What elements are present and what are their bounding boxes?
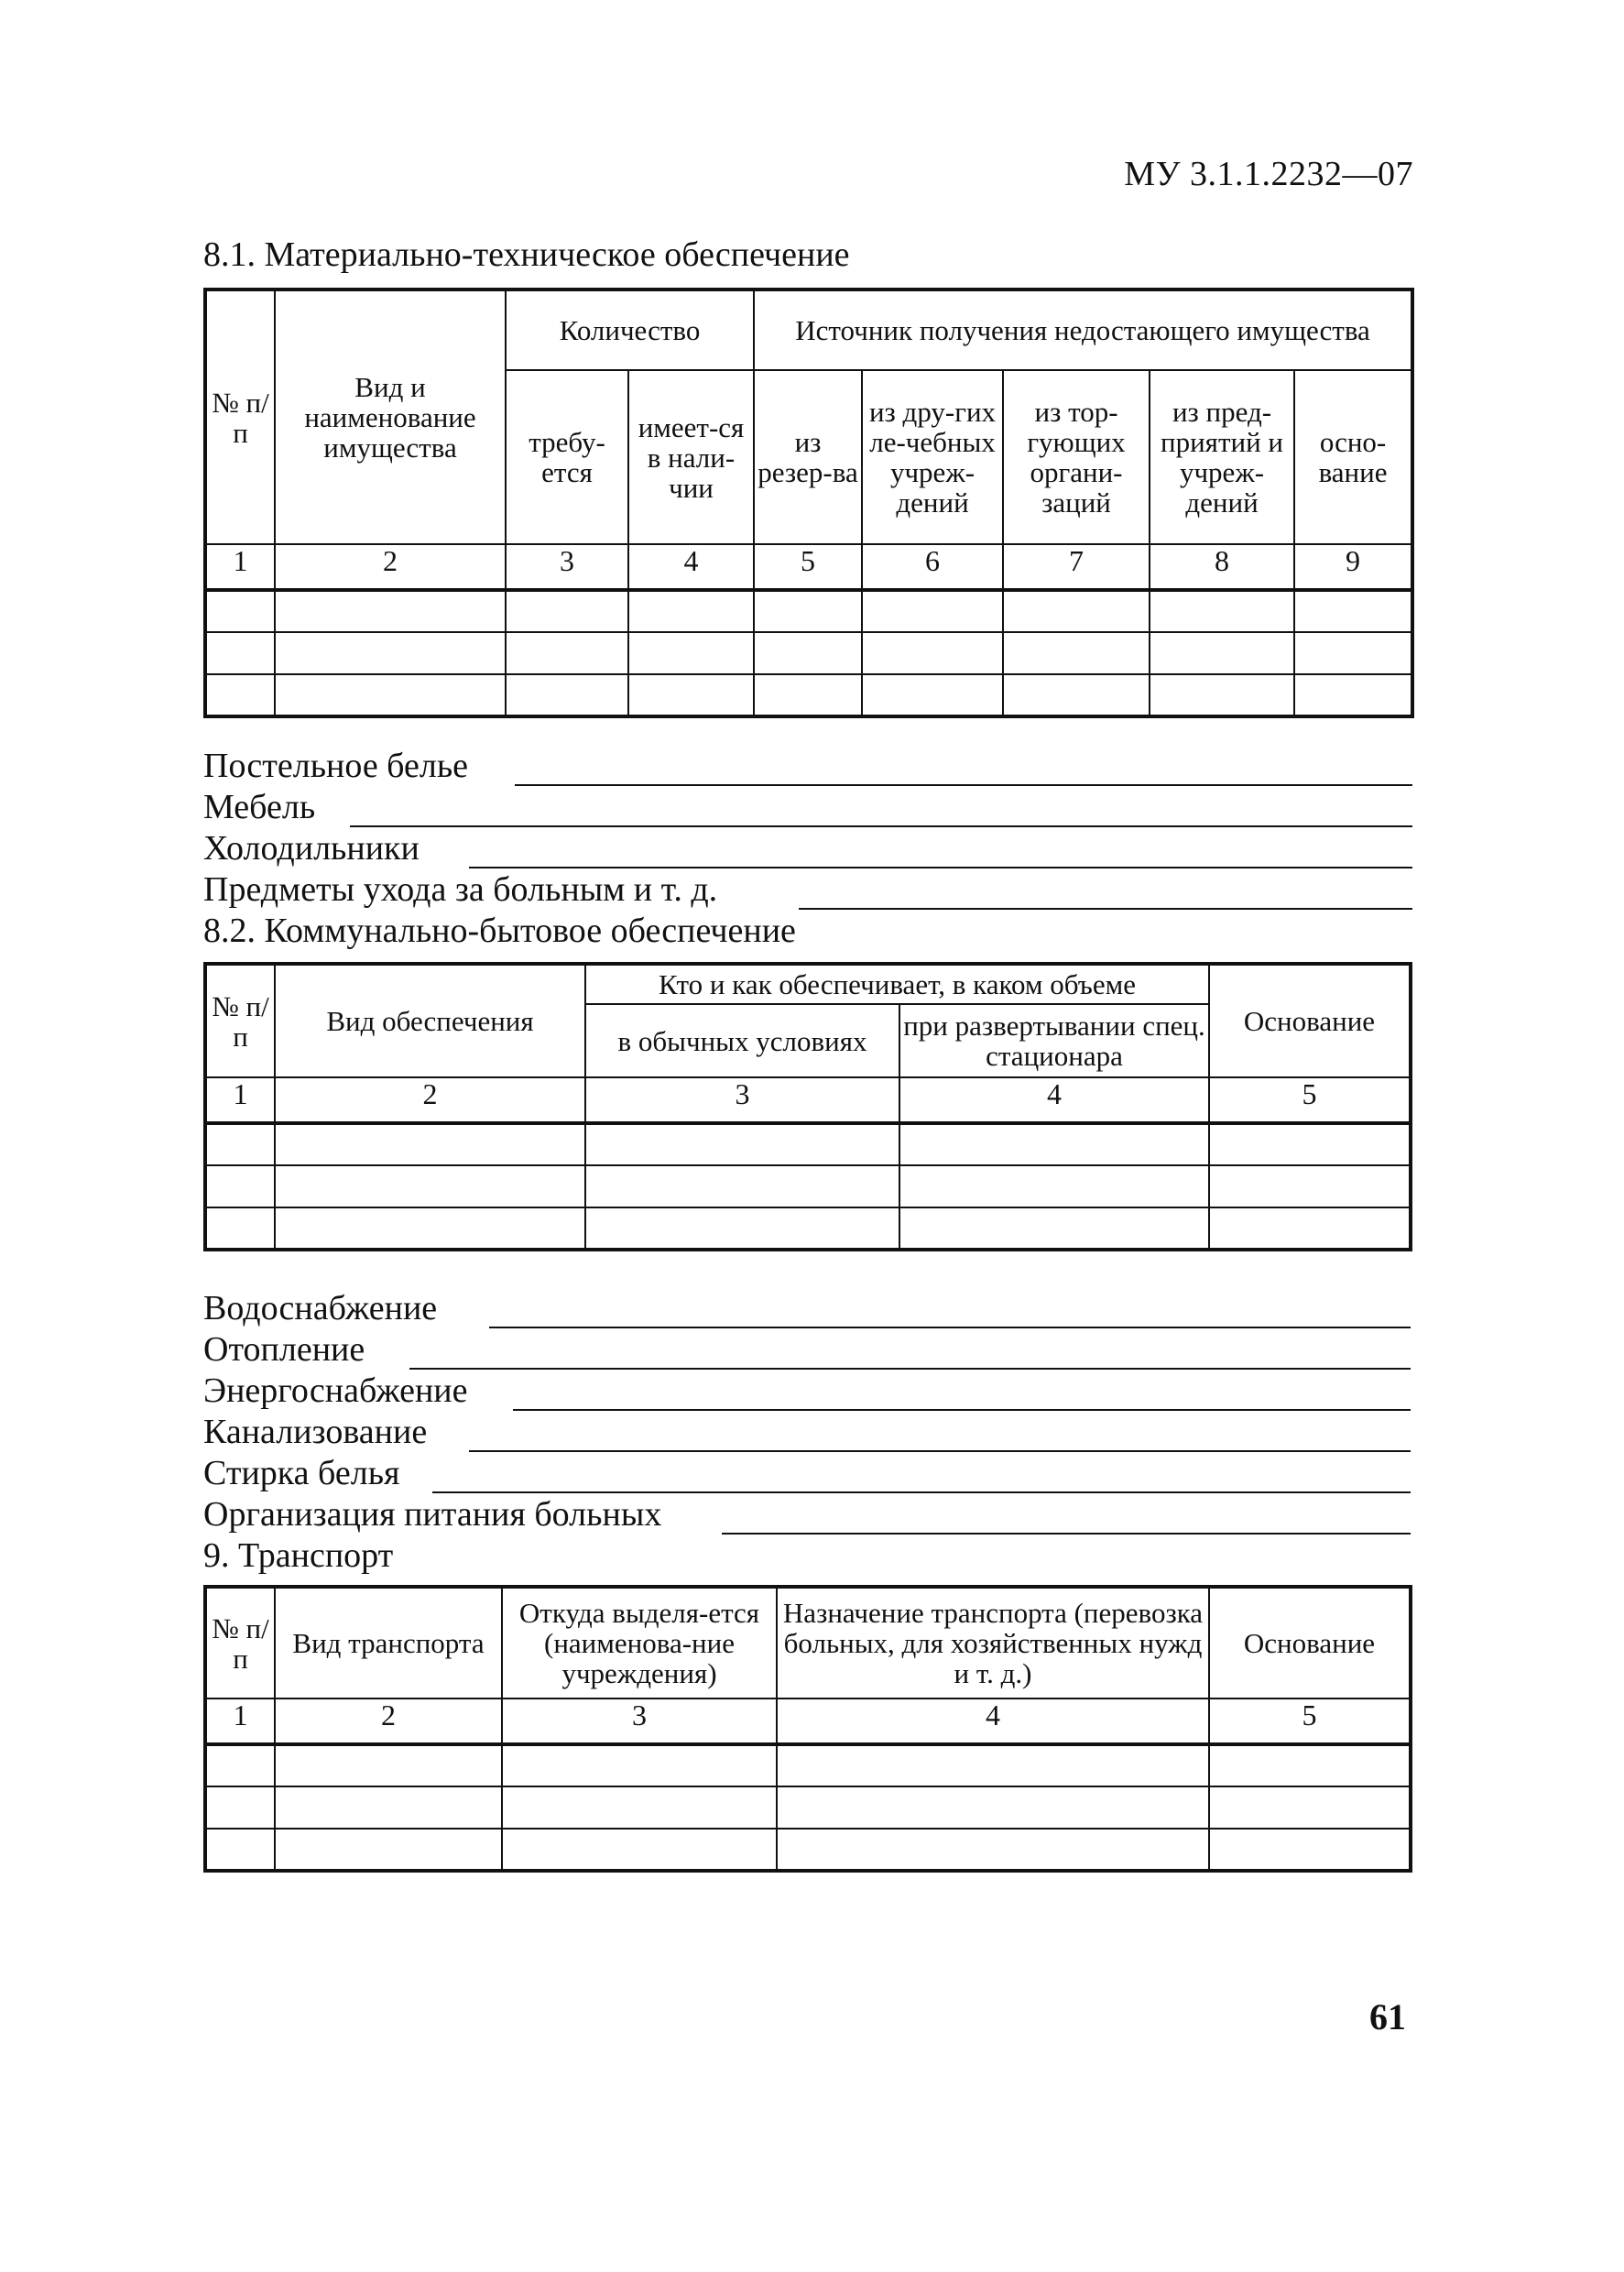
header-type: Вид обеспечения	[275, 964, 585, 1077]
fill-label: Отопление	[203, 1330, 365, 1369]
header-basis: Основание	[1209, 1587, 1411, 1699]
fill-line-heating	[203, 1329, 365, 1370]
header-required: требу-ется	[506, 370, 628, 544]
fill-rule	[515, 784, 1412, 786]
column-number: 7	[1003, 544, 1150, 590]
column-number: 4	[628, 544, 754, 590]
fill-line-furniture	[203, 787, 315, 827]
fill-line-water	[203, 1288, 437, 1328]
table-row	[205, 1123, 1411, 1165]
fill-rule	[489, 1327, 1411, 1328]
header-reserve: из резер-ва	[754, 370, 862, 544]
fill-rule	[432, 1491, 1411, 1493]
column-number: 6	[862, 544, 1003, 590]
transport-table	[203, 1585, 1412, 1873]
section-8-2-title: 8.2. Коммунально-бытовое обеспечение	[203, 912, 796, 950]
table-row	[205, 1786, 1411, 1829]
column-number: 5	[754, 544, 862, 590]
column-number: 1	[205, 544, 275, 590]
column-number: 3	[585, 1077, 899, 1123]
column-number: 8	[1150, 544, 1294, 590]
fill-line-refrigerators	[203, 828, 420, 868]
column-number: 2	[275, 544, 506, 590]
column-number: 4	[777, 1699, 1209, 1744]
fill-rule	[350, 825, 1412, 827]
header-source: Источник получения недостающего имущества	[754, 289, 1412, 370]
table-row	[205, 590, 1412, 632]
column-number: 4	[899, 1077, 1209, 1123]
column-number: 3	[502, 1699, 777, 1744]
fill-line-power	[203, 1371, 468, 1411]
fill-label: Предметы ухода за больным и т. д.	[203, 870, 718, 909]
column-number-row	[205, 544, 1412, 590]
table-row	[205, 1207, 1411, 1250]
fill-line-care-items	[203, 869, 717, 910]
header-normal: в обычных условиях	[585, 1004, 899, 1077]
column-number: 2	[275, 1077, 585, 1123]
fill-label: Стирка белья	[203, 1454, 400, 1492]
header-trade: из тор-гующих органи-заций	[1003, 370, 1150, 544]
header-available: имеет-ся в нали-чии	[628, 370, 754, 544]
fill-rule	[799, 908, 1412, 910]
column-number: 5	[1209, 1077, 1411, 1123]
column-number: 3	[506, 544, 628, 590]
fill-rule	[513, 1409, 1411, 1411]
section-8-1-title: 8.1. Материально-техническое обеспечение	[203, 235, 850, 274]
column-number-row	[205, 1699, 1411, 1744]
fill-line-catering	[203, 1494, 661, 1535]
header-quantity: Количество	[506, 289, 754, 370]
header-who: Кто и как обеспечивает, в каком объеме	[585, 964, 1209, 1004]
utility-supply-table	[203, 962, 1412, 1251]
header-purpose: Назначение транспорта (перевозка больных, для хозяйственных нужд и т. д.)	[777, 1587, 1209, 1699]
table-row	[205, 1165, 1411, 1207]
table-row	[205, 1829, 1411, 1871]
fill-label: Постельное белье	[203, 747, 469, 785]
column-number: 2	[275, 1699, 502, 1744]
fill-line-laundry	[203, 1453, 400, 1493]
fill-rule	[409, 1368, 1411, 1370]
column-number: 1	[205, 1699, 275, 1744]
column-number: 9	[1294, 544, 1412, 590]
column-number: 5	[1209, 1699, 1411, 1744]
fill-rule	[722, 1533, 1411, 1535]
fill-label: Канализование	[203, 1413, 428, 1451]
table-row	[205, 1744, 1411, 1786]
fill-label: Организация питания больных	[203, 1495, 662, 1534]
fill-rule	[469, 867, 1412, 868]
column-number: 1	[205, 1077, 275, 1123]
header-no: № п/п	[205, 289, 275, 544]
table-row	[205, 632, 1412, 674]
header-from: Откуда выделя-ется (наименова-ние учреждения)	[502, 1587, 777, 1699]
header-type: Вид транспорта	[275, 1587, 502, 1699]
header-basis: осно-вание	[1294, 370, 1412, 544]
header-other-medical: из дру-гих ле-чебных учреж-дений	[862, 370, 1003, 544]
header-no: № п/п	[205, 1587, 275, 1699]
header-basis: Основание	[1209, 964, 1411, 1077]
section-9-title: 9. Транспорт	[203, 1536, 394, 1575]
fill-label: Энергоснабжение	[203, 1371, 468, 1410]
fill-line-sewerage	[203, 1412, 427, 1452]
table-row	[205, 674, 1412, 716]
header-no: № п/п	[205, 964, 275, 1077]
material-supply-table	[203, 288, 1414, 718]
header-name: Вид и наименование имущества	[275, 289, 506, 544]
page-number: 61	[1369, 1996, 1406, 2037]
header-deploy: при развертывании спец. стационара	[899, 1004, 1209, 1077]
fill-label: Водоснабжение	[203, 1289, 438, 1327]
fill-label: Холодильники	[203, 829, 420, 868]
fill-rule	[469, 1450, 1411, 1452]
fill-label: Мебель	[203, 788, 316, 826]
column-number-row	[205, 1077, 1411, 1123]
header-enterprises: из пред-приятий и учреж-дений	[1150, 370, 1294, 544]
document-code: МУ 3.1.1.2232—07	[1124, 155, 1413, 193]
fill-line-bedding	[203, 746, 468, 786]
